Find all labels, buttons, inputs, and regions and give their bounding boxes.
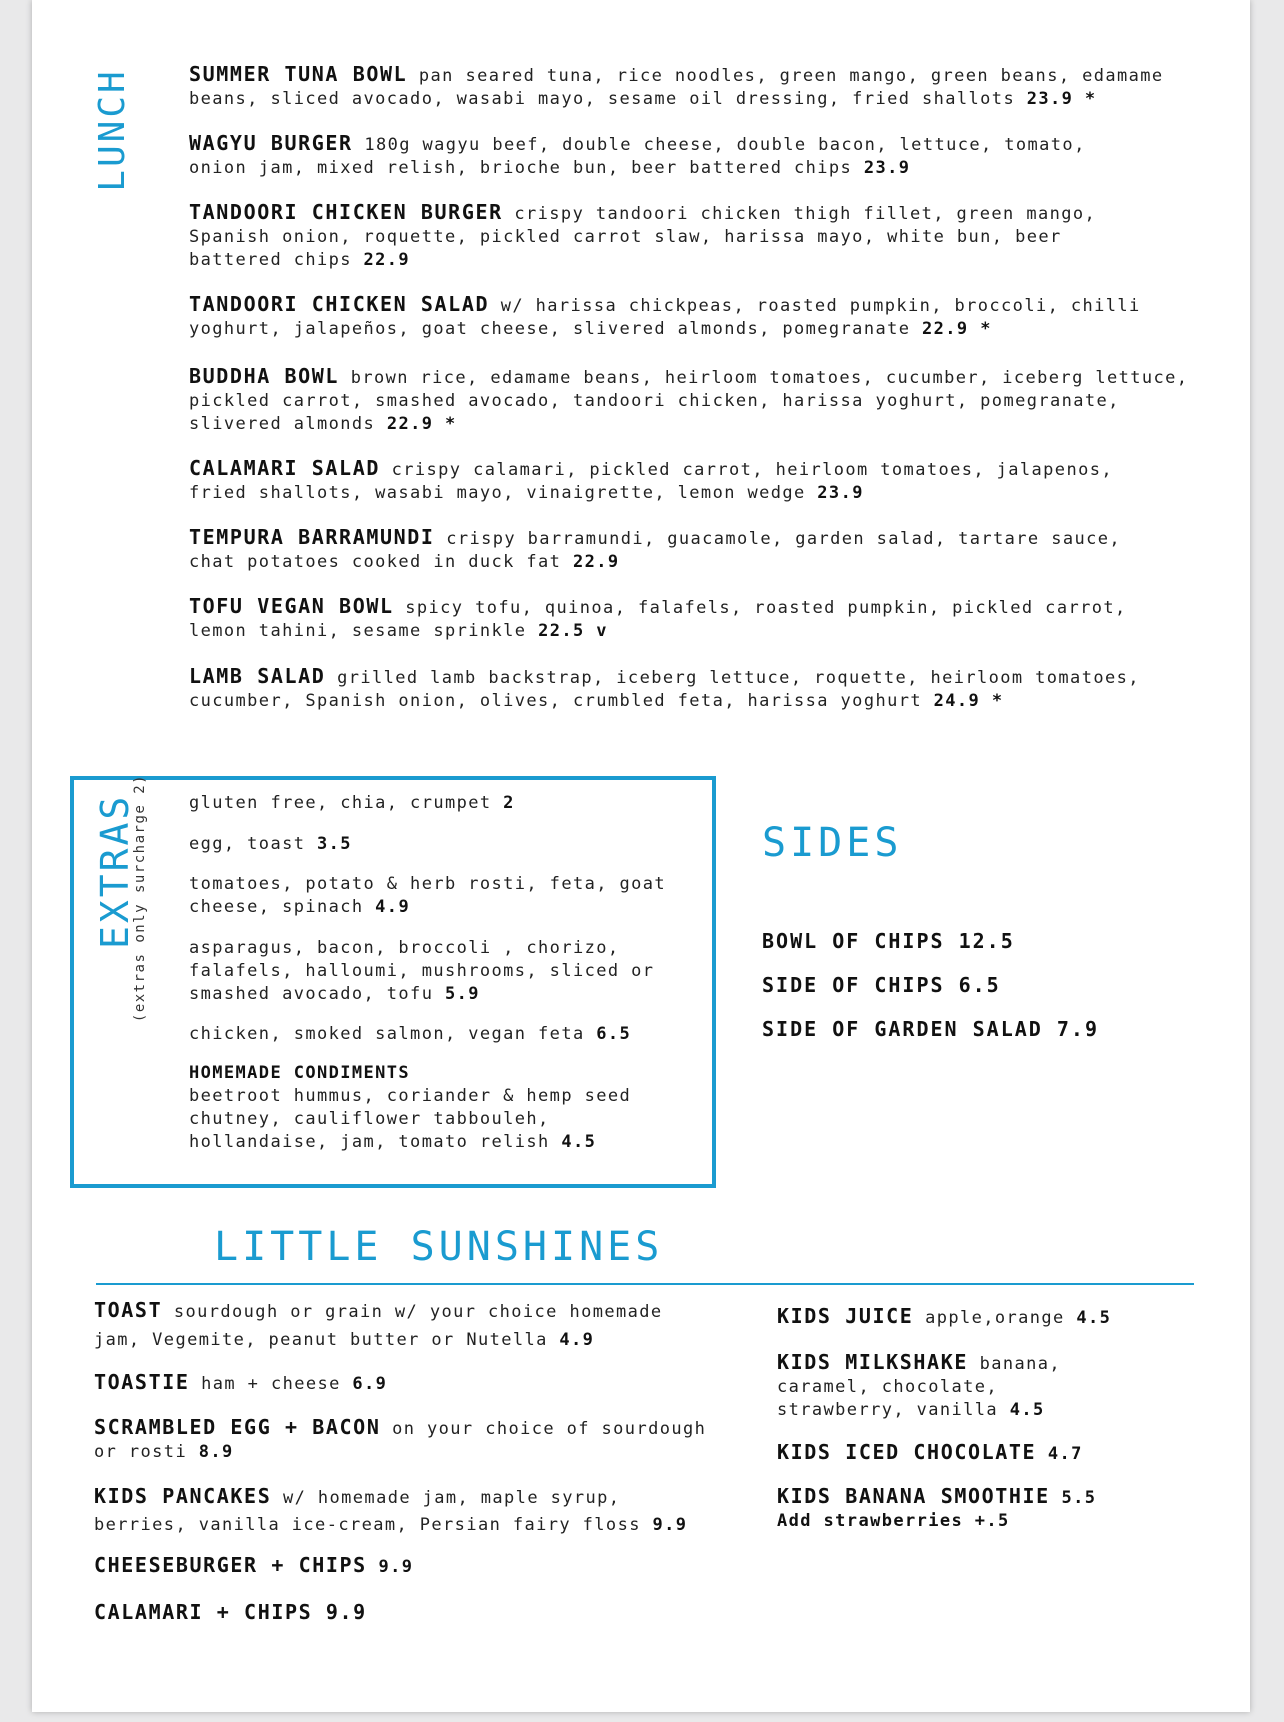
kids-title: LITTLE SUNSHINES — [214, 1224, 664, 1270]
extras-item — [189, 937, 689, 1006]
item-name: LAMB SALAD — [189, 664, 326, 688]
extras-item — [189, 1023, 689, 1046]
lunch-item — [189, 665, 1149, 713]
sides-title: SIDES — [762, 820, 903, 866]
item-price: 8.9 — [198, 1442, 234, 1462]
item-price: 4.5 — [1076, 1308, 1112, 1328]
extras-item — [189, 873, 689, 919]
item-price: 4.7 — [1047, 1444, 1083, 1464]
kids-item — [777, 1305, 1197, 1330]
kids-item — [94, 1601, 714, 1626]
smoothie-addon: Add strawberries +.5 — [777, 1511, 1010, 1531]
side-item: BOWL OF CHIPS 12.5 — [762, 929, 1015, 953]
item-price: 6.9 — [352, 1374, 388, 1394]
kids-item — [777, 1351, 1077, 1422]
item-name: TANDOORI CHICKEN BURGER — [189, 200, 503, 224]
item-name: KIDS JUICE — [777, 1304, 914, 1328]
lunch-item — [189, 365, 1199, 436]
item-desc: sourdough or grain w/ your choice homemade jam, Vegemite, peanut butter or Nutella — [94, 1302, 663, 1350]
item-desc: spicy tofu, quinoa, falafels, roasted pumpkin, pickled carrot, lemon tahini, sesame sprinkle — [189, 598, 1127, 641]
item-name: CHEESEBURGER + CHIPS — [94, 1553, 367, 1577]
extras-price: 3.5 — [317, 834, 352, 854]
item-name: TOFU VEGAN BOWL — [189, 594, 394, 618]
item-desc: crispy tandoori chicken thigh fillet, green mango, Spanish onion, roquette, pickled carrot slaw, harissa mayo, white bun, beer battered chips — [189, 204, 1097, 270]
lunch-item — [189, 63, 1199, 111]
item-desc: w/ homemade jam, maple syrup, berries, vanilla ice-cream, Persian fairy floss — [94, 1488, 641, 1535]
item-price: 23.9 — [817, 483, 864, 503]
item-price: 4.9 — [559, 1330, 595, 1350]
item-price: 23.9 * — [1026, 89, 1097, 109]
item-price: 22.9 — [572, 552, 620, 572]
item-desc: apple,orange — [925, 1308, 1065, 1328]
item-price: 22.9 * — [386, 414, 457, 434]
item-name: TEMPURA BARRAMUNDI — [189, 525, 435, 549]
lunch-item — [189, 132, 1099, 180]
extras-title: EXTRAS — [93, 793, 137, 949]
lunch-item — [189, 457, 1149, 505]
item-name: KIDS MILKSHAKE — [777, 1350, 968, 1374]
condiments-title: HOMEMADE CONDIMENTS — [189, 1063, 411, 1083]
item-desc: ham + cheese — [201, 1374, 341, 1394]
lunch-title: LUNCH — [92, 68, 133, 192]
kids-item — [777, 1441, 1197, 1466]
kids-item — [94, 1296, 714, 1354]
item-desc: 180g wagyu beef, double cheese, double bacon, lettuce, tomato, onion jam, mixed relish, brioche bun, beer battered chips — [189, 135, 1086, 178]
item-name: BUDDHA BOWL — [189, 364, 340, 388]
item-price: 9.9 — [652, 1515, 688, 1535]
item-price: 22.5 v — [538, 621, 608, 641]
condiments-text: beetroot hummus, coriander & hemp seed chutney, cauliflower tabbouleh, hollandaise, jam, tomato relish — [189, 1086, 632, 1152]
item-price: 4.5 — [1009, 1400, 1045, 1420]
kids-item — [94, 1416, 714, 1464]
condiments-price: 4.5 — [561, 1132, 597, 1152]
item-desc: pan seared tuna, rice noodles, green mango, green beans, edamame beans, sliced avocado, wasabi mayo, sesame oil dressing, fried shallots — [189, 66, 1164, 109]
kids-item — [94, 1483, 714, 1539]
item-desc: brown rice, edamame beans, heirloom tomatoes, cucumber, iceberg lettuce, pickled carrot, smashed avocado, tandoori chicken, harissa yoghurt, pomegranate, slivered almonds — [189, 368, 1189, 434]
item-name: KIDS PANCAKES — [94, 1484, 272, 1508]
item-price: 23.9 — [863, 158, 911, 178]
item-price: 22.9 * — [922, 319, 992, 339]
item-desc: crispy barramundi, guacamole, garden salad, tartare sauce, chat potatoes cooked in duck fat — [189, 529, 1122, 572]
item-name: SUMMER TUNA BOWL — [189, 62, 408, 86]
extras-text: chicken, smoked salmon, vegan feta — [189, 1024, 585, 1044]
item-name: KIDS BANANA SMOOTHIE — [777, 1484, 1050, 1508]
item-name: CALAMARI SALAD — [189, 456, 380, 480]
kids-item — [777, 1485, 1197, 1533]
item-desc: grilled lamb backstrap, iceberg lettuce, roquette, heirloom tomatoes, cucumber, Spanish onion, olives, crumbled feta, harissa yoghurt — [189, 668, 1140, 711]
condiments — [189, 1062, 689, 1154]
extras-price: 2 — [503, 793, 515, 813]
lunch-item — [189, 526, 1149, 574]
extras-price: 6.5 — [596, 1024, 632, 1044]
side-item: SIDE OF CHIPS 6.5 — [762, 973, 1001, 997]
extras-text: tomatoes, potato & herb rosti, feta, goat cheese, spinach — [189, 874, 667, 917]
lunch-item — [189, 201, 1164, 272]
lunch-item — [189, 595, 1149, 643]
extras-item — [189, 792, 689, 815]
item-desc: w/ harissa chickpeas, roasted pumpkin, broccoli, chilli yoghurt, jalapeños, goat cheese, slivered almonds, pomegranate — [189, 296, 1141, 339]
extras-text: gluten free, chia, crumpet — [189, 793, 492, 813]
side-item: SIDE OF GARDEN SALAD 7.9 — [762, 1017, 1099, 1041]
kids-item — [94, 1371, 714, 1396]
kids-item — [94, 1554, 714, 1579]
item-name: CALAMARI + CHIPS 9.9 — [94, 1600, 367, 1624]
item-name: TANDOORI CHICKEN SALAD — [189, 292, 490, 316]
item-name: WAGYU BURGER — [189, 131, 353, 155]
extras-price: 5.9 — [444, 984, 480, 1004]
extras-price: 4.9 — [375, 897, 411, 917]
lunch-item — [189, 293, 1149, 341]
item-price: 22.9 — [363, 250, 411, 270]
extras-note: (extras only surcharge 2) — [132, 773, 148, 1023]
item-name: TOASTIE — [94, 1370, 190, 1394]
item-desc: crispy calamari, pickled carrot, heirloom tomatoes, jalapenos, fried shallots, wasabi mayo, vinaigrette, lemon wedge — [189, 460, 1113, 503]
item-desc: on your choice of sourdough or rosti — [94, 1419, 707, 1462]
extras-text: asparagus, bacon, broccoli , chorizo, falafels, halloumi, mushrooms, sliced or smashed avocado, tofu — [189, 938, 655, 1004]
item-desc: banana, caramel, chocolate, strawberry, vanilla — [777, 1354, 1062, 1420]
kids-divider — [96, 1283, 1194, 1285]
extras-item — [189, 833, 689, 856]
item-name: SCRAMBLED EGG + BACON — [94, 1415, 381, 1439]
item-price: 5.5 — [1061, 1488, 1097, 1508]
item-name: TOAST — [94, 1298, 163, 1322]
item-price: 9.9 — [378, 1557, 414, 1577]
extras-text: egg, toast — [189, 834, 306, 854]
item-name: KIDS ICED CHOCOLATE — [777, 1440, 1037, 1464]
item-price: 24.9 * — [933, 691, 1004, 711]
